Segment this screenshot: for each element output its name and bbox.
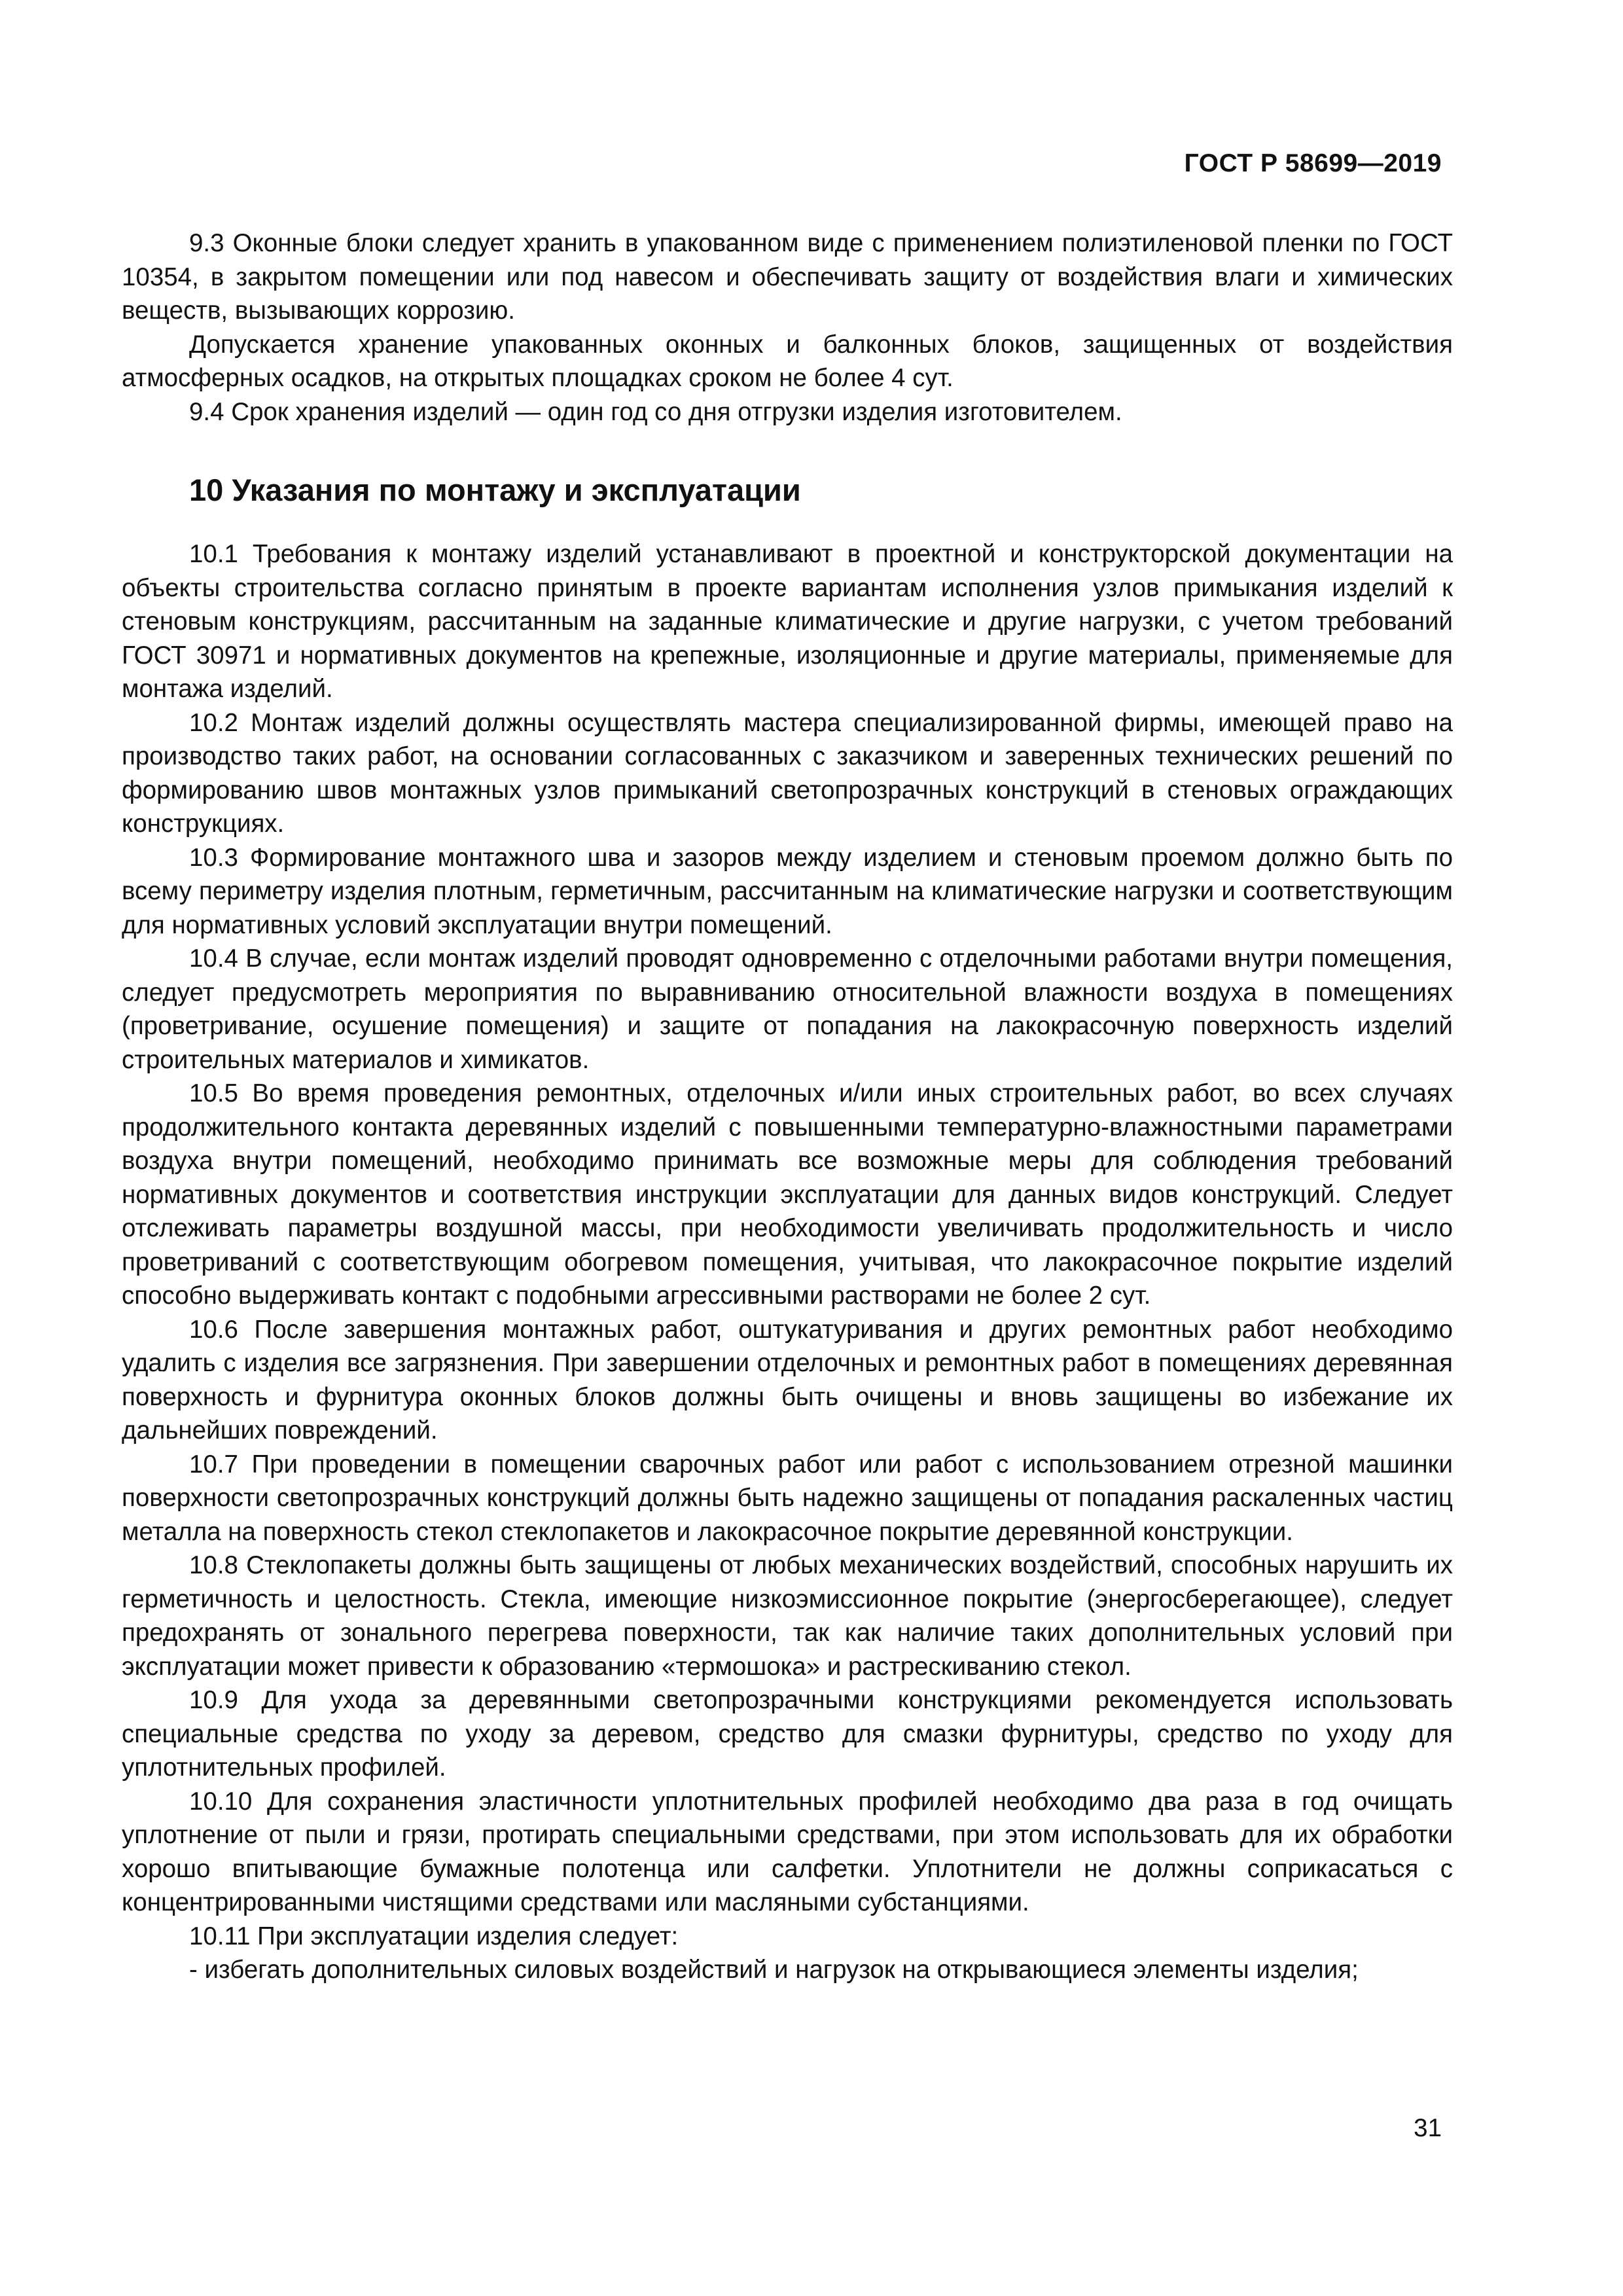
paragraph-10-1: 10.1 Требования к монтажу изделий устанавливают в проектной и конструкторской документации на объекты строительства согласно принятым в проекте вариантам исполнения узлов примыкания изделий к стеновым конструкциям, рассчитанным на заданные климатические и другие нагрузки, с учетом требований ГОСТ 30971 и нормативных документов на крепежные, изоляционные и другие материалы, применяемые для монтажа изделий.	[122, 540, 1453, 703]
paragraph-10-6: 10.6 После завершения монтажных работ, оштукатуривания и других ремонтных работ необходимо удалить с изделия все загрязнения. При завершении отделочных и ремонтных работ в помещениях деревянная поверхность и фурнитура оконных блоков должны быть очищены и вновь защищены во избежание их дальнейших повреждений.	[122, 1315, 1453, 1444]
paragraph-9-3: 9.3 Оконные блоки следует хранить в упакованном виде с применением полиэтиленовой пленки по ГОСТ 10354, в закрытом помещении или под навесом и обеспечивать защиту от воздействия влаги и химических веществ, вызывающих коррозию.	[122, 229, 1453, 325]
paragraph-10-9: 10.9 Для ухода за деревянными светопрозрачными конструкциями рекомендуется использовать специальные средства по уходу за деревом, средство для смазки фурнитуры, средство по уходу для уплотнительных профилей.	[122, 1686, 1453, 1782]
paragraph-10-7: 10.7 При проведении в помещении сварочных работ или работ с использованием отрезной машинки поверхности светопрозрачных конструкций должны быть надежно защищены от попадания раскаленных частиц металла на поверхность стекол стеклопакетов и лакокрасочное покрытие деревянной конструкции.	[122, 1450, 1453, 1546]
paragraph-10-3: 10.3 Формирование монтажного шва и зазоров между изделием и стеновым проемом должно быть по всему периметру изделия плотным, герметичным, рассчитанным на климатические нагрузки и соответствующим для нормативных условий эксплуатации внутри помещений.	[122, 843, 1453, 939]
document-header: ГОСТ Р 58699—2019	[1184, 149, 1442, 177]
document-body	[122, 226, 1453, 1987]
paragraph-10-4: 10.4 В случае, если монтаж изделий проводят одновременно с отделочными работами внутри помещения, следует предусмотреть мероприятия по выравниванию относительной влажности воздуха в помещениях (проветривание, осушение помещения) и защите от попадания на лакокрасочную поверхность изделий строительных материалов и химикатов.	[122, 944, 1453, 1074]
paragraph-10-8: 10.8 Стеклопакеты должны быть защищены от любых механических воздействий, способных нарушить их герметичность и целостность. Стекла, имеющие низкоэмиссионное покрытие (энергосберегающее), следует предохранять от зонального перегрева поверхности, так как наличие таких дополнительных условий при эксплуатации может привести к образованию «термошока» и растрескиванию стекол.	[122, 1551, 1453, 1681]
page-number: 31	[1414, 2114, 1442, 2142]
paragraph-9-3-note: Допускается хранение упакованных оконных и балконных блоков, защищенных от воздействия атмосферных осадков, на открытых площадках сроком не более 4 сут.	[122, 330, 1453, 392]
paragraph-10-5: 10.5 Во время проведения ремонтных, отделочных и/или иных строительных работ, во всех случаях продолжительного контакта деревянных изделий с повышенными температурно-влажностными параметрами воздуха внутри помещений, необходимо принимать все возможные меры для соблюдения требований нормативных документов и соответствия инструкции эксплуатации для данных видов конструкций. Следует отслеживать параметры воздушной массы, при необходимости увеличивать продолжительность и число проветриваний с соответствующим обогревом помещения, учитывая, что лакокрасочное покрытие изделий способно выдерживать контакт с подобными агрессивными растворами не более 2 сут.	[122, 1079, 1453, 1310]
paragraph-10-11: 10.11 При эксплуатации изделия следует:	[189, 1922, 679, 1950]
paragraph-9-4: 9.4 Срок хранения изделий — один год со дня отгрузки изделия изготовителем.	[189, 397, 1122, 426]
paragraph-10-10: 10.10 Для сохранения эластичности уплотнительных профилей необходимо два раза в год очищать уплотнение от пыли и грязи, протирать специальными средствами, при этом использовать для их обработки хорошо впитывающие бумажные полотенца или салфетки. Уплотнители не должны соприкасаться с концентрированными чистящими средствами или масляными субстанциями.	[122, 1787, 1453, 1916]
section-title: 10 Указания по монтажу и эксплуатации	[189, 473, 801, 507]
paragraph-10-2: 10.2 Монтаж изделий должны осуществлять мастера специализированной фирмы, имеющей право на производство таких работ, на основании согласованных с заказчиком и заверенных технических решений по формированию швов монтажных узлов примыканий светопрозрачных конструкций в стеновых ограждающих конструкциях.	[122, 708, 1453, 838]
list-item: - избегать дополнительных силовых воздействий и нагрузок на открывающиеся элементы изделия;	[189, 1956, 1359, 1984]
